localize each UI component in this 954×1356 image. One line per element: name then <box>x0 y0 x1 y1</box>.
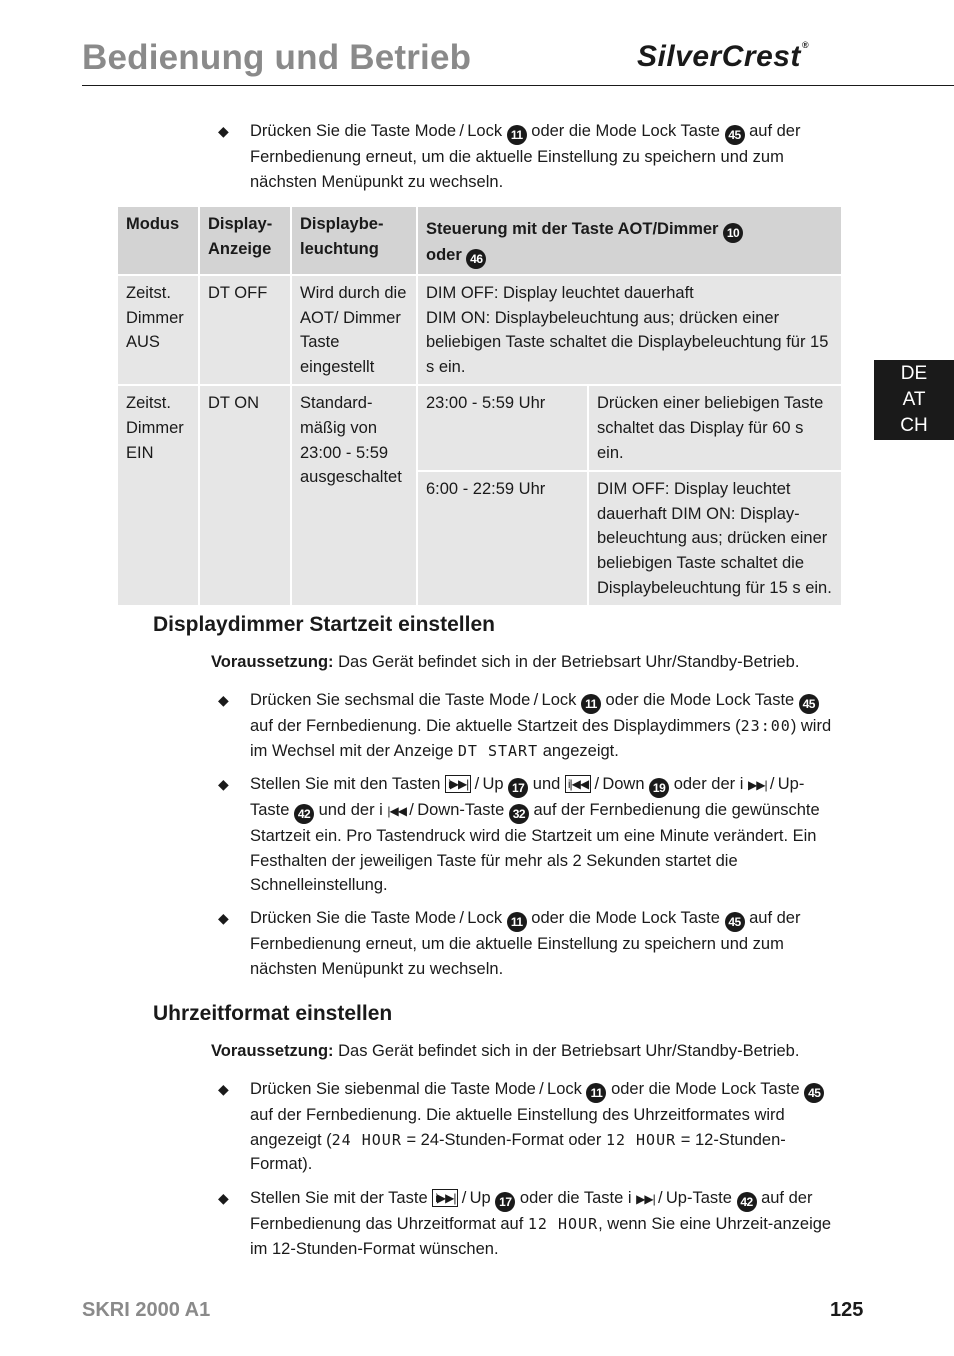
table-row <box>117 275 842 385</box>
bullet-text: Stellen Sie mit der Taste <box>250 1189 433 1207</box>
bullet-diamond-icon: ◆ <box>218 123 229 139</box>
key-number-badge: 11 <box>507 125 527 145</box>
bullet-text: oder die Mode Lock Taste <box>526 122 725 140</box>
next-track-icon: ▶▶| <box>636 1192 655 1206</box>
cell-time-description: Drücken einer beliebigen Taste schaltet das Display für 60 s ein. <box>588 385 842 471</box>
bullet-text: oder die Mode Lock Taste <box>526 909 725 927</box>
bullet-diamond-icon: ◆ <box>218 692 229 708</box>
lang-ch: CH <box>900 415 928 436</box>
header-displaybeleuchtung: Displaybe-leuchtung <box>291 206 417 275</box>
language-tab <box>874 360 954 440</box>
precondition <box>211 1039 851 1064</box>
table-row <box>117 385 842 471</box>
key-number-badge: 42 <box>294 804 314 824</box>
key-number-badge: 11 <box>581 694 601 714</box>
brand-logo <box>637 40 809 74</box>
next-track-key-icon: i▶▶| <box>445 775 471 793</box>
footer-model: SKRI 2000 A1 <box>82 1299 211 1321</box>
cell-steuerung-line: DIM ON: Displaybeleuchtung aus; drücken einer beliebigen Taste schaltet die Displaybeleuchtung für 15 s ein. <box>426 308 829 376</box>
list-item <box>218 688 842 763</box>
cell-time-range: 23:00 - 5:59 Uhr <box>417 385 588 471</box>
cell-anzeige: DT OFF <box>199 275 291 385</box>
bullet-text: angezeigt. <box>538 741 619 760</box>
bullet-text: oder die Mode Lock Taste <box>606 1080 805 1098</box>
bullet-diamond-icon: ◆ <box>218 776 229 792</box>
bullet-text: / Down-Taste <box>406 801 509 819</box>
lcd-display-text: 12 HOUR <box>527 1215 599 1233</box>
bullet-text: / Down <box>591 775 650 793</box>
cell-steuerung <box>417 275 842 385</box>
cell-modus: Zeitst. Dimmer EIN <box>117 385 199 606</box>
bullet-text: auf der Fernbedienung erneut, um die aktuelle Einstellung zu speichern und zum nächsten Menüpunkt zu wechseln. <box>250 122 801 191</box>
dimmer-mode-table <box>116 205 843 607</box>
section-heading: Uhrzeitformat einstellen <box>153 1002 393 1025</box>
list-item <box>218 906 842 981</box>
lang-de: DE <box>900 363 928 384</box>
lcd-display-text: DT START <box>457 741 539 760</box>
key-number-badge: 11 <box>586 1083 606 1103</box>
header-rule <box>82 85 954 86</box>
bullet-text: auf der Fernbedienung die gewünschte Startzeit ein. Pro Tastendruck wird die Startzeit um eine Minute verändert. Ein Festhalten der jeweiligen Taste für mehr als 2 Sekunden startet die Schnelleinstellung. <box>250 801 820 895</box>
bullet-text: / Up-Taste <box>654 1189 737 1207</box>
key-number-badge: 11 <box>507 912 527 932</box>
page-number: 125 <box>830 1299 864 1321</box>
precondition-text: Das Gerät befindet sich in der Betriebsart Uhr/Standby-Betrieb. <box>333 653 800 671</box>
bullet-text: oder der i <box>669 775 748 793</box>
bullet-diamond-icon: ◆ <box>218 910 229 926</box>
next-track-key-icon: i▶▶| <box>432 1189 458 1207</box>
header-steuerung-text: Steuerung mit der Taste AOT/Dimmer <box>426 220 724 238</box>
key-number-badge: 17 <box>508 778 528 798</box>
key-number-badge: 19 <box>649 778 669 798</box>
list-item <box>218 1186 842 1261</box>
previous-track-icon: |◀◀ <box>387 804 406 818</box>
cell-beleuchtung: Wird durch die AOT/ Dimmer Taste eingestellt <box>291 275 417 385</box>
header-steuerung-oder: oder <box>426 246 467 264</box>
key-number-badge: 17 <box>495 1192 515 1212</box>
bullet-diamond-icon: ◆ <box>218 1081 229 1097</box>
bullet-text: auf der Fernbedienung das Uhrzeitformat auf <box>250 1189 813 1233</box>
brand-name: SilverCrest <box>637 40 801 73</box>
bullet-text: auf der Fernbedienung. Die aktuelle Startzeit des Displaydimmers ( <box>250 717 741 735</box>
key-number-badge: 45 <box>725 125 745 145</box>
bullet-text: = 24-Stunden-Format oder <box>401 1130 606 1149</box>
cell-beleuchtung: Standard-mäßig von 23:00 - 5:59 ausgeschaltet <box>291 385 417 606</box>
bullet-text: , wenn Sie eine Uhrzeit-anzeige im 12-Stunden-Format wünschen. <box>250 1215 832 1258</box>
next-track-icon: ▶▶| <box>747 778 767 792</box>
key-number-badge: 45 <box>725 912 745 932</box>
cell-time-range: 6:00 - 22:59 Uhr <box>417 471 588 606</box>
cell-steuerung-line: DIM OFF: Display leuchtet dauerhaft <box>426 284 694 302</box>
bullet-text: / Up-Taste <box>250 775 805 819</box>
precondition-label: Voraussetzung: <box>211 1042 334 1060</box>
intro-bullet <box>218 119 842 194</box>
bullet-text: ) wird im Wechsel mit der Anzeige <box>250 717 832 760</box>
list-item <box>218 772 842 898</box>
cell-modus: Zeitst. Dimmer AUS <box>117 275 199 385</box>
key-number-badge: 45 <box>799 694 819 714</box>
cell-time-description: DIM OFF: Display leuchtet dauerhaft DIM ON: Display-beleuchtung aus; drücken einer beliebigen Taste schaltet die Displaybeleuchtung für 15 s ein. <box>588 471 842 606</box>
bullet-text: Drücken Sie die Taste Mode / Lock <box>250 122 507 140</box>
list-item <box>218 1077 842 1177</box>
precondition-label: Voraussetzung: <box>211 653 334 671</box>
cell-anzeige: DT ON <box>199 385 291 606</box>
bullet-text: auf der Fernbedienung erneut, um die aktuelle Einstellung zu speichern und zum nächsten Menüpunkt zu wechseln. <box>250 909 801 978</box>
previous-track-key-icon: i|◀◀ <box>565 775 591 793</box>
precondition <box>211 650 851 675</box>
table-header-row <box>117 206 842 275</box>
lcd-display-text: 12 HOUR <box>605 1130 677 1149</box>
key-number-badge: 46 <box>466 249 486 269</box>
bullet-text: Drücken Sie siebenmal die Taste Mode / Lock <box>250 1080 587 1098</box>
lcd-display-text: 24 HOUR <box>331 1130 402 1149</box>
key-number-badge: 45 <box>804 1083 824 1103</box>
header-display-anzeige: Display-Anzeige <box>199 206 291 275</box>
bullet-text: Stellen Sie mit den Tasten <box>250 775 446 793</box>
key-number-badge: 10 <box>723 223 743 243</box>
bullet-text: Drücken Sie die Taste Mode / Lock <box>250 909 507 927</box>
bullet-text: oder die Mode Lock Taste <box>600 691 799 709</box>
key-number-badge: 42 <box>737 1192 757 1212</box>
lang-at: AT <box>902 389 926 410</box>
bullet-text: oder die Taste i <box>515 1189 637 1207</box>
precondition-text: Das Gerät befindet sich in der Betriebsart Uhr/Standby-Betrieb. <box>333 1042 800 1060</box>
key-number-badge: 32 <box>509 804 529 824</box>
registered-mark: ® <box>801 40 810 50</box>
lcd-display-text: 23:00 <box>740 717 791 735</box>
section-heading: Displaydimmer Startzeit einstellen <box>153 613 495 636</box>
bullet-diamond-icon: ◆ <box>218 1190 229 1206</box>
bullet-text: / Up <box>471 775 509 793</box>
bullet-text: und <box>528 775 565 793</box>
bullet-text: auf der Fernbedienung. Die aktuelle Einstellung des Uhrzeitformates wird angezeigt ( <box>250 1106 785 1149</box>
bullet-text: Drücken Sie sechsmal die Taste Mode / Lock <box>250 691 581 709</box>
page-title: Bedienung und Betrieb <box>82 38 472 77</box>
header-modus: Modus <box>117 206 199 275</box>
bullet-text: und der i <box>314 801 388 819</box>
bullet-text: / Up <box>458 1189 496 1207</box>
bullet-text: = 12-Stunden-Format). <box>250 1130 786 1174</box>
header-steuerung <box>417 206 842 275</box>
